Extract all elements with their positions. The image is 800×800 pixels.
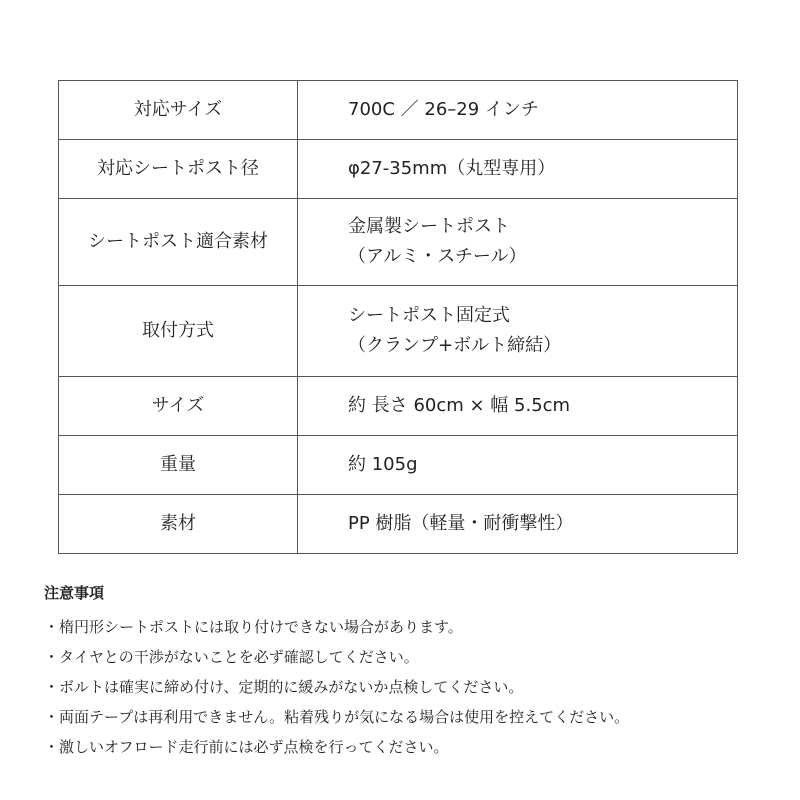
spec-label: サイズ bbox=[59, 377, 298, 436]
notes-list bbox=[44, 612, 784, 762]
spec-label: 素材 bbox=[59, 495, 298, 554]
spec-value bbox=[298, 495, 738, 554]
spec-label: シートポスト適合素材 bbox=[59, 199, 298, 286]
spec-value-line: （アルミ・スチール） bbox=[348, 246, 527, 267]
spec-value-line: 金属製シートポスト bbox=[348, 216, 510, 237]
spec-value bbox=[298, 81, 738, 140]
spec-value bbox=[298, 436, 738, 495]
notes-heading: 注意事項 bbox=[44, 584, 105, 602]
spec-value-line: シートポスト固定式 bbox=[348, 305, 510, 326]
spec-value-line: 約 105g bbox=[348, 454, 418, 475]
spec-row-seatpost-diameter bbox=[59, 140, 738, 199]
spec-value-line: （クランプ+ボルト締結） bbox=[348, 335, 562, 356]
spec-table bbox=[58, 80, 738, 554]
spec-row-size-compat bbox=[59, 81, 738, 140]
spec-label: 取付方式 bbox=[59, 286, 298, 377]
spec-value-line: 700C ／ 26–29 インチ bbox=[348, 99, 539, 120]
spec-value bbox=[298, 140, 738, 199]
spec-value-line: PP 樹脂（軽量・耐衝撃性） bbox=[348, 513, 574, 534]
spec-row-material bbox=[59, 495, 738, 554]
spec-value bbox=[298, 377, 738, 436]
spec-value bbox=[298, 199, 738, 286]
spec-row-weight bbox=[59, 436, 738, 495]
spec-value-line: φ27-35mm（丸型専用） bbox=[348, 158, 556, 179]
spec-label: 重量 bbox=[59, 436, 298, 495]
note-item: ・激しいオフロード走行前には必ず点検を行ってください。 bbox=[44, 738, 449, 756]
spec-label: 対応サイズ bbox=[59, 81, 298, 140]
spec-row-dimensions bbox=[59, 377, 738, 436]
spec-label: 対応シートポスト径 bbox=[59, 140, 298, 199]
note-item: ・両面テープは再利用できません。粘着残りが気になる場合は使用を控えてください。 bbox=[44, 708, 630, 726]
spec-value bbox=[298, 286, 738, 377]
note-item: ・ボルトは確実に締め付け、定期的に緩みがないか点検してください。 bbox=[44, 678, 524, 696]
note-item: ・タイヤとの干渉がないことを必ず確認してください。 bbox=[44, 648, 419, 666]
note-item: ・楕円形シートポストには取り付けできない場合があります。 bbox=[44, 618, 463, 636]
notes-section bbox=[44, 582, 784, 762]
spec-row-seatpost-material bbox=[59, 199, 738, 286]
spec-row-mounting bbox=[59, 286, 738, 377]
spec-value-line: 約 長さ 60cm × 幅 5.5cm bbox=[348, 395, 571, 416]
